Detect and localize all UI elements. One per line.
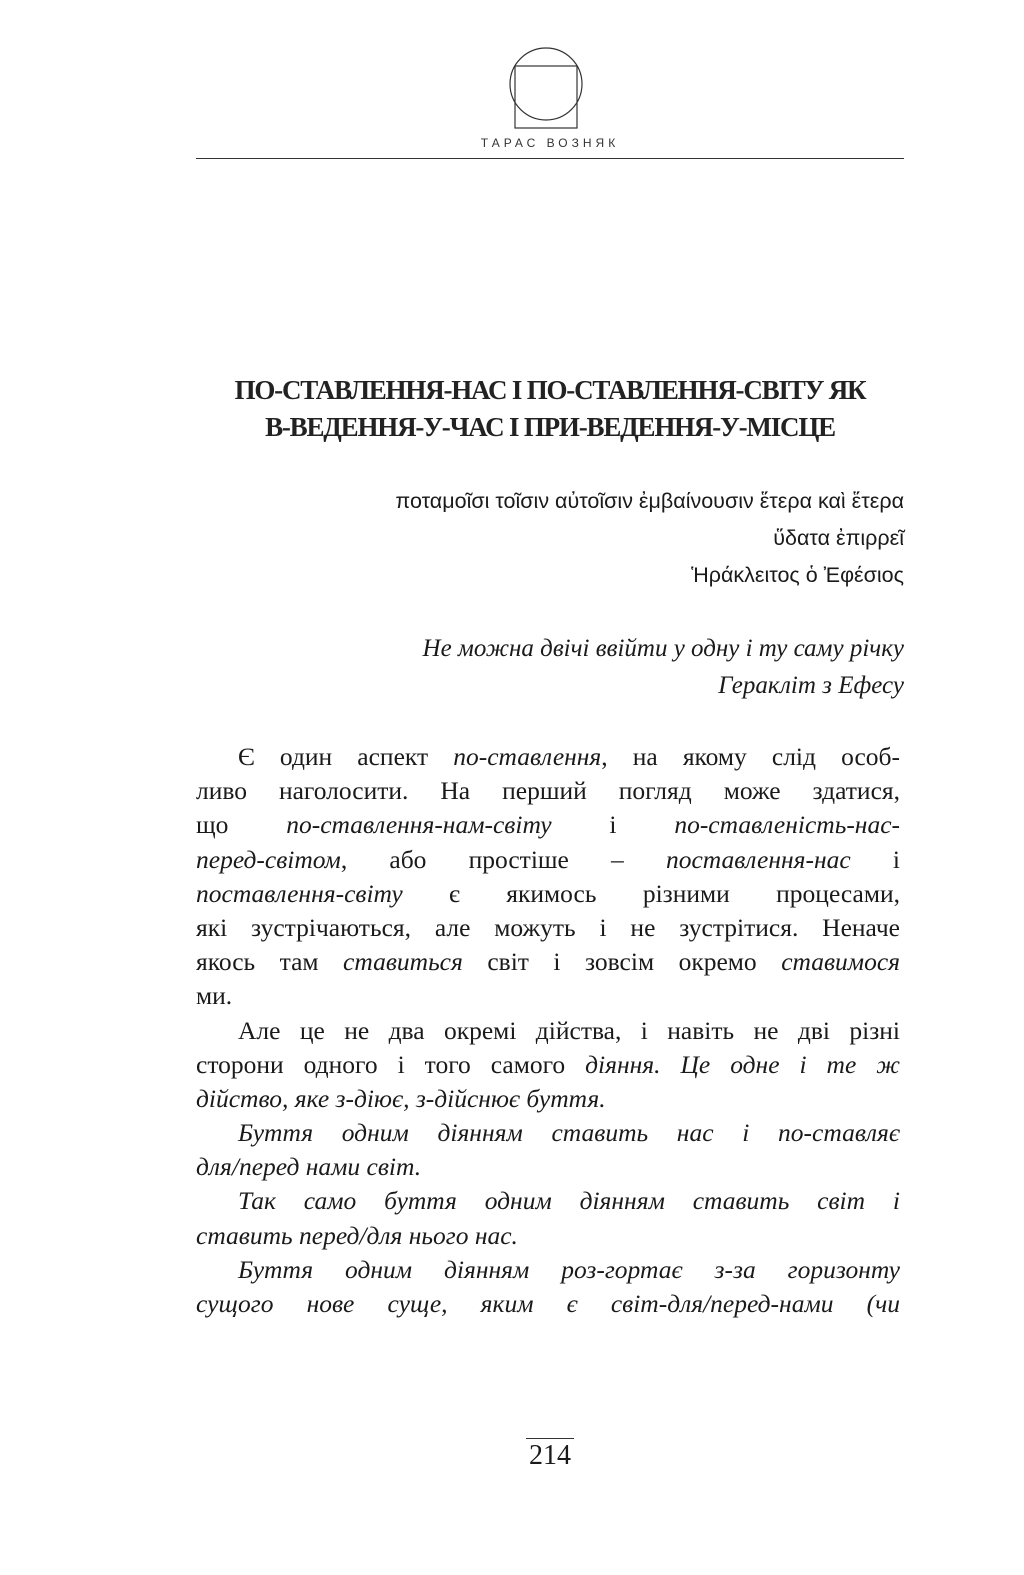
text-line: поставлення-світу є якимось різними процесами, (196, 878, 900, 908)
epigraph-translation-line-1: Не можна двічі ввійти у одну і ту саму річку (422, 635, 904, 662)
text-line: дійство, яке з-діює, з-дійснює буття. (196, 1083, 606, 1113)
epigraph-greek-line-2: ὕδατα ἐπιρρεῖ (773, 526, 904, 550)
text-line: які зустрічаються, але можуть і не зустрітися. Неначе (196, 912, 900, 942)
epigraph-greek (395, 483, 904, 594)
circle-square-logo-icon (506, 44, 586, 130)
text-line: Буття одним діянням роз-гортає з-за горизонту (238, 1254, 900, 1284)
text-line: Буття одним діянням ставить нас і по-ставляє (238, 1118, 900, 1148)
text-line: Але це не два окремі дійства, і навіть не дві різні (238, 1015, 900, 1045)
text-line: Є один аспект по-ставлення, на якому слід особ- (238, 742, 900, 771)
chapter-title (196, 372, 904, 446)
text-line: що по-ставлення-нам-світу і по-ставленість-нас- (196, 810, 901, 840)
chapter-title-line-1: ПО-СТАВЛЕННЯ-НАС І ПО-СТАВЛЕННЯ-СВІТУ ЯК (234, 375, 866, 405)
text-line: перед-світом, або простіше – поставлення-нас і (196, 844, 900, 874)
text-line: сущого нове суще, яким є світ-для/перед-нами (чи (196, 1289, 900, 1318)
text-line: якось там ставиться світ і зовсім окремо ставимося (196, 947, 900, 977)
header-rule (196, 158, 904, 159)
chapter-title-line-2: В-ВЕДЕННЯ-У-ЧАС І ПРИ-ВЕДЕННЯ-У-МІСЦЕ (265, 412, 835, 442)
text-line: ставить перед/для нього нас. (196, 1220, 518, 1250)
running-head-author: ТАРАС ВОЗНЯК (480, 136, 620, 150)
text-line: Так само буття одним діянням ставить світ і (238, 1186, 900, 1216)
text-line: для/перед нами світ. (196, 1152, 422, 1182)
text-line: ми. (196, 981, 233, 1011)
epigraph-translation-author: Геракліт з Ефесу (718, 672, 904, 699)
page-number-value: 214 (526, 1438, 574, 1473)
text-line: сторони одного і того самого діяння. Це одне і те ж (196, 1049, 900, 1079)
body-text (196, 740, 900, 1321)
text-line: ливо наголосити. На перший погляд може здатися, (196, 776, 900, 806)
epigraph-translation (423, 630, 904, 704)
page-number (196, 1436, 904, 1476)
epigraph-greek-author: Ἡράκλειτος ὁ Ἐφέσιος (691, 563, 904, 587)
epigraph-greek-line-1: ποταμοῖσι τοῖσιν αὐτοῖσιν ἐμβαίνουσιν ἕτερα καὶ ἕτερα (395, 489, 904, 513)
